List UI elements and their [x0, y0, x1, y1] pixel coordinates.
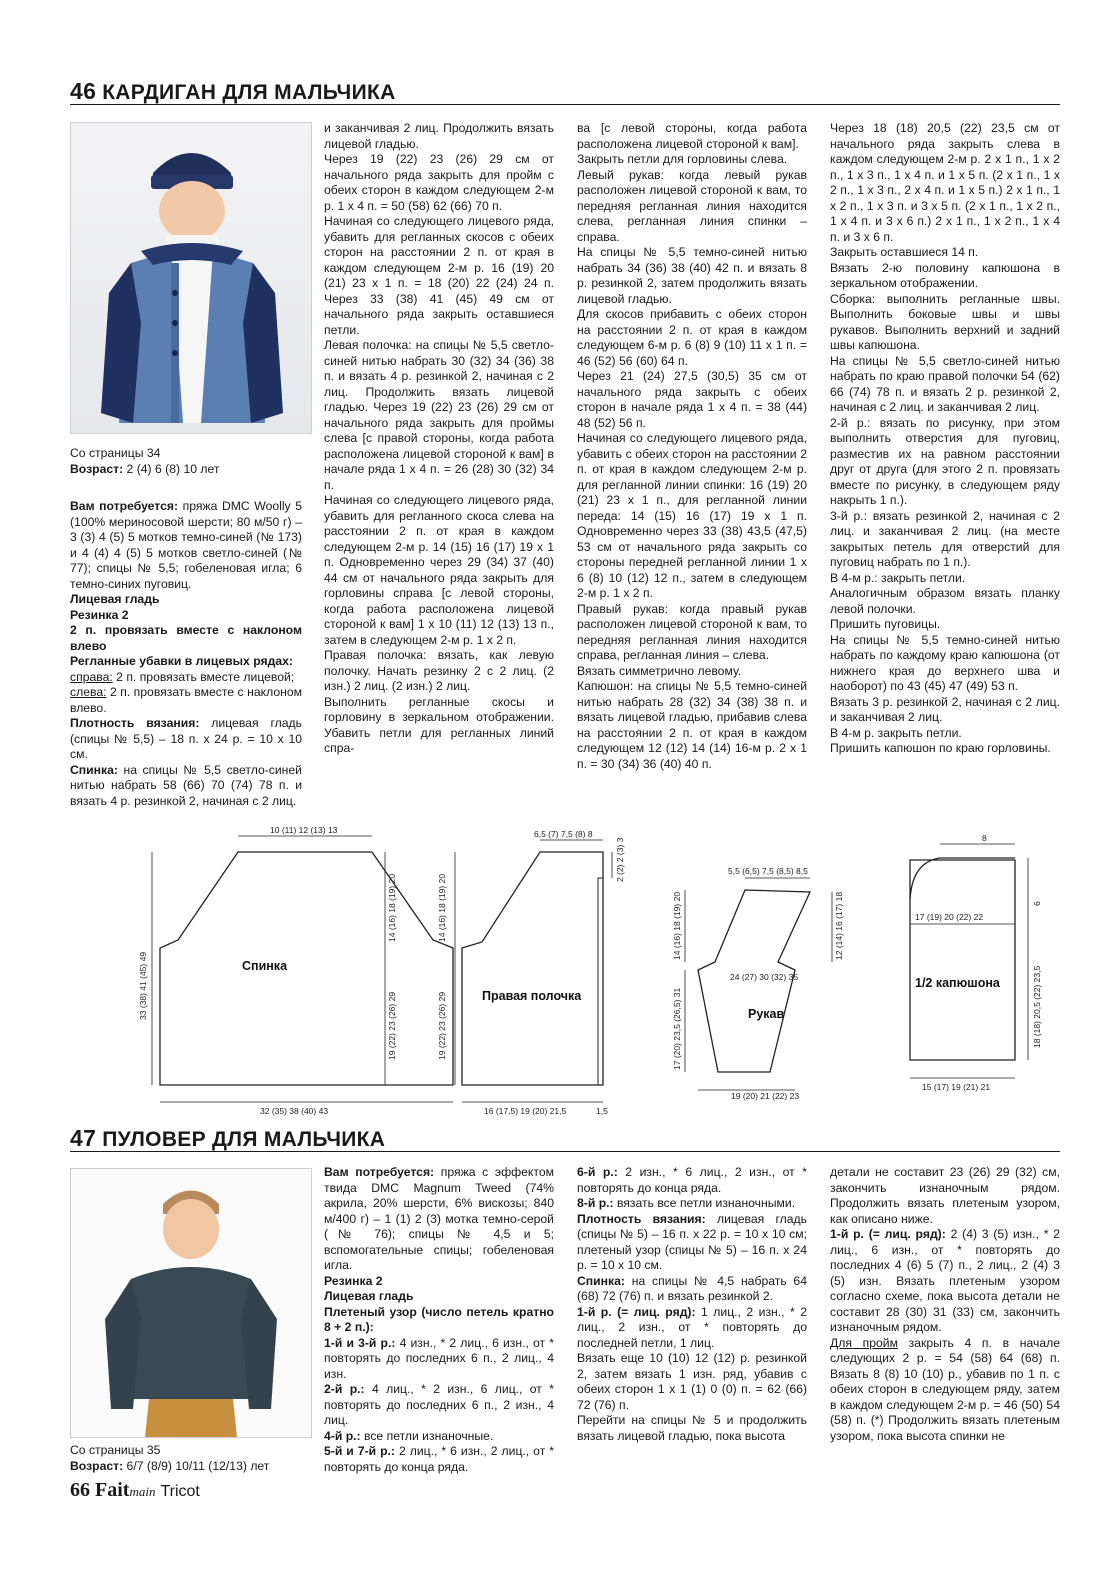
- section-46-column-1: [70, 499, 302, 809]
- section-47-number: 47: [70, 1125, 97, 1151]
- paragraph-lead: Лицевая гладь: [324, 1289, 414, 1303]
- paragraph: [577, 1274, 807, 1305]
- paragraph-text: на спицы № 4,5 набрать 64 (68) 72 (76) п. и вязать резинкой 2.: [577, 1273, 807, 1303]
- paragraph-lead: 1-й и 3-й р.:: [324, 1335, 396, 1350]
- paragraph-lead: 4-й р.:: [324, 1428, 361, 1443]
- paragraph: Начиная со следующего лицевого ряда, убавить для регланных скосов с обеих сторон на расстоянии 2 п. от края в каждом следующем 2-м р. 16 (19) 20 (21) 23 x 1 п. = 18 (20) 22 (24) 24 п. Через 33 (38) 41 (45) 49 см от начального ряда закрыть оставшиеся петли.: [324, 214, 554, 337]
- paragraph: Пришить капюшон по краю горловины.: [830, 741, 1051, 755]
- paragraph-text: Перейти на спицы № 5 и продолжить вязать лицевой гладью, пока высота: [577, 1413, 807, 1443]
- section-46-heading: КАРДИГАН ДЛЯ МАЛЬЧИКА: [102, 81, 396, 104]
- paragraph-text: пряжа DMC Woolly 5 (100% мериносовой шерсти; 80 м/50 г) – 3 (3) 4 (5) 5 мотков темно-синей (№ 173) и 4 (4) 4 (5) 5 мотков светло-синей (№ 77); спицы № 5,5; гобеленовая игла; 6 темно-синих пуговиц.: [70, 499, 302, 591]
- cardigan-photo: [70, 122, 312, 434]
- paragraph: [324, 1289, 554, 1305]
- brand-main: main: [129, 1484, 156, 1499]
- age-value: 6/7 (8/9) 10/11 (12/13) лет: [123, 1459, 270, 1473]
- paragraph: [70, 716, 302, 763]
- paragraph: [830, 1227, 1060, 1336]
- paragraph: [70, 654, 302, 670]
- section-46-column-4: [830, 121, 1060, 757]
- paragraph-lead: 5-й и 7-й р.:: [324, 1444, 395, 1458]
- paragraph: [577, 1196, 807, 1212]
- paragraph: [577, 1212, 807, 1274]
- section-47-title: [70, 1125, 385, 1152]
- paragraph: [324, 1444, 554, 1475]
- paragraph-text: вязать все петли изнаночными.: [613, 1196, 796, 1210]
- paragraph: [70, 592, 302, 608]
- section-47-heading: ПУЛОВЕР ДЛЯ МАЛЬЧИКА: [102, 1128, 386, 1151]
- paragraph-lead: Вам потребуется:: [70, 499, 179, 513]
- paragraph: Правая полочка: вязать, как левую полочку. Начать резинку 2 с 2 лиц. (2 изн.) 2 лиц. (2 изн.) 2 лиц.: [324, 648, 554, 693]
- back-right-top-dim: 14 (16) 18 (19) 20: [387, 873, 397, 942]
- paragraph: Закрыть оставшиеся 14 п.: [830, 245, 979, 259]
- front-left-top-dim: 14 (16) 18 (19) 20: [437, 873, 447, 942]
- caption-page-ref: Со страницы 35: [70, 1443, 161, 1457]
- hood-top-dim: 8: [982, 833, 987, 843]
- hood-label: 1/2 капюшона: [915, 976, 1000, 990]
- paragraph: Пришить пуговицы.: [830, 617, 941, 631]
- paragraph: Выполнить регланные скосы и горловину в зеркальном отображении. Убавить петли для регланных линий спра-: [324, 694, 554, 755]
- paragraph: Аналогичным образом вязать планку левой полочки.: [830, 586, 1060, 616]
- sleeve-right-top-dim: 12 (14) 16 (17) 18: [834, 891, 844, 960]
- paragraph-lead: Спинка:: [577, 1273, 625, 1288]
- paragraph: [577, 1305, 807, 1352]
- paragraph-lead: Плотность вязания:: [70, 716, 200, 730]
- paragraph: Вязать симметрично левому.: [577, 663, 742, 678]
- back-right-bottom-dim: 19 (22) 23 (26) 29: [387, 991, 397, 1060]
- paragraph-text: лицевая гладь (спицы № 5,5) – 18 п. x 24 р. = 10 x 10 см.: [70, 716, 302, 761]
- hood-bottom-dim: 15 (17) 19 (21) 21: [922, 1082, 991, 1092]
- paragraph: Закрыть петли для горловины слева.: [577, 152, 788, 166]
- paragraph-text: все петли изнаночные.: [360, 1428, 494, 1443]
- caption-age: [70, 1458, 269, 1474]
- age-label: Возраст:: [70, 1459, 124, 1473]
- paragraph: Левая полочка: на спицы № 5,5 светло-синей нитью набрать 30 (32) 34 (36) 38 п. и вязать 4 р. резинкой 2, начиная с 2 лиц. Продолжить вязать лицевой гладью. Через 19 (22) 23 (26) 29 см от начального ряда закрыть для проймы слева [с правой стороны, когда работа расположена лицевой стороной к вам] в начале ряда 1 x 4 п. = 26 (28) 30 (32) 34 п.: [324, 338, 554, 492]
- paragraph: Вязать 3 р. резинкой 2, начиная с 2 лиц. и заканчивая 2 лиц.: [830, 694, 1060, 724]
- paragraph-text: 4 лиц., * 2 изн., 6 лиц., от * повторять до последних 6 п., 2 изн., 4 лиц.: [324, 1382, 554, 1427]
- sleeve-top-dim: 5,5 (6,5) 7,5 (8,5) 8,5: [728, 866, 808, 876]
- paragraph: Через 18 (18) 20,5 (22) 23,5 см от начального ряда закрыть слева в каждом следующем 2-м р. 2 x 1 п., 1 x 2 п., 1 x 3 п., 1 x 4 п. и 1 x 5 п. (2 x 1 п., 1 x 2 п., 1 x 3 п., 2 x 4 п. и 1 x 5 п.) 2 x 1 п., 1 x 2 п., 1 x 3 п. и 3 x 5 п. (2 x 1 п., 1 x 2 п., 1 x 4 п. и 3 x 6 п.) 2 x 1 п., 1 x 2 п., 1 x 4 п. и 3 x 6 п.: [830, 121, 1060, 244]
- paragraph-lead: 1-й р. (= лиц. ряд):: [830, 1227, 946, 1241]
- page-number: 66: [70, 1479, 90, 1501]
- paragraph-text: пряжа с эффектом твида DMC Magnum Tweed (74% акрила, 20% шерсти, 6% вискозы; 840 м/400 г) – 1 (1) 2 (3) мотка темно-серой (№ 76); спицы № 4,5 и 5; вспомогательные спицы; гобеленовая игла.: [324, 1165, 554, 1272]
- back-left-dim: 33 (38) 41 (45) 49: [138, 951, 148, 1020]
- paragraph: [324, 1274, 554, 1290]
- section-47-column-2: [324, 1165, 554, 1475]
- paragraph: [70, 623, 302, 654]
- paragraph: и заканчивая 2 лиц. Продолжить вязать лицевой гладью.: [324, 121, 554, 151]
- front-label: Правая полочка: [482, 989, 582, 1003]
- paragraph: Левый рукав: когда левый рукав расположен лицевой стороной к вам, то передняя регланная линия находится слева, регланная линия спинки – справа.: [577, 167, 807, 244]
- paragraph: [70, 499, 302, 592]
- front-top-right-dim: 2 (2) 2 (3) 3: [615, 837, 625, 882]
- paragraph-lead: 6-й р.:: [577, 1165, 618, 1179]
- section-46-caption: [70, 445, 219, 477]
- paragraph: [830, 1165, 1060, 1227]
- sleeve-mid-dim: 24 (27) 30 (32) 35: [730, 972, 799, 982]
- caption-page-ref: Со страницы 34: [70, 446, 161, 460]
- paragraph-text: детали не составит 23 (26) 29 (32) см, закончить изнаночным рядом. Продолжить вязать плетеным узором, как описано ниже.: [830, 1165, 1060, 1226]
- paragraph-lead: Плотность вязания:: [577, 1211, 706, 1226]
- paragraph-text: лицевая гладь (спицы № 5) – 16 п. x 22 р. = 10 x 10 см; плетеный узор (спицы № 5) – 16 п. x 24 р. = 10 x 10 см.: [577, 1211, 807, 1272]
- caption-age: [70, 461, 219, 477]
- sleeve-left-top-dim: 14 (16) 18 (19) 20: [672, 891, 682, 960]
- paragraph: 3-й р.: вязать резинкой 2, начиная с 2 лиц. и заканчивая 2 лиц. (на месте закрытых петель для отверстий для пуговиц набрать по 1 п.).: [830, 508, 1060, 569]
- paragraph: [324, 1305, 554, 1336]
- schematic-diagrams: [120, 820, 1080, 1120]
- page-footer: [70, 1479, 200, 1502]
- paragraph: Капюшон: на спицы № 5,5 темно-синей нитью набрать 28 (32) 34 (38) 38 п. и вязать лицевой гладью, прибавив слева на расстоянии 2 п. от края в каждом следующем 12 (12) 14 (14) 16-м р. 2 x 1 п. = 30 (34) 36 (40) 40 п.: [577, 679, 807, 771]
- paragraph: На спицы № 5,5 темно-синей нитью набрать 34 (36) 38 (40) 42 п. и вязать 8 р. резинкой 2, затем продолжить вязать лицевой гладью.: [577, 245, 807, 306]
- front-left-bottom-dim: 19 (22) 23 (26) 29: [437, 991, 447, 1060]
- paragraph-text: на спицы № 5,5 светло-синей нитью набрать 58 (66) 70 (74) 78 п. и вязать 4 р. резинкой 2, начиная с 2 лиц.: [70, 762, 302, 808]
- paragraph-lead: Спинка:: [70, 762, 118, 777]
- front-bottom-dim: 16 (17,5) 19 (20) 21,5: [484, 1106, 567, 1116]
- paragraph-text: 2 п. провязать вместе лицевой;: [112, 669, 295, 684]
- paragraph: На спицы № 5,5 светло-синей нитью набрать по краю правой полочки 54 (62) 66 (74) 78 п. и вязать 2 р. резинкой 2, начиная с 2 лиц. и заканчивая 2 лиц.: [830, 353, 1060, 414]
- pullover-photo: [70, 1168, 312, 1438]
- paragraph-lead: Резинка 2: [70, 607, 129, 622]
- paragraph: На спицы № 5,5 темно-синей нитью набрать по каждому краю капюшона (от нижнего края до верхнего шва и наоборот) по 43 (45) 47 (49) 53 п.: [830, 632, 1060, 693]
- back-label: Спинка: [242, 959, 288, 973]
- section-47-column-4: [830, 1165, 1060, 1444]
- hood-left-dim: 18 (18) 20,5 (22) 23,5: [1032, 965, 1042, 1048]
- brand-tricot: Tricot: [160, 1483, 200, 1500]
- paragraph: Начиная со следующего лицевого ряда, убавить для регланного скоса слева на расстоянии 2 п. от края в каждом следующем 2-м р. 14 (15) 16 (17) 19 x 1 п. Одновременно через 29 (34) 37 (40) 44 см от начального ряда закрыть для горловины справа [с левой стороны, когда работа расположена лицевой стороной к вам] 1 x 10 (11) 12 (13) 13 п., затем в следующем 2-м р. 1 x 2 п.: [324, 493, 554, 647]
- back-top-dim: 10 (11) 12 (13) 13: [270, 825, 338, 835]
- paragraph-lead: Плетеный узор (число петель кратно 8 + 2 п.):: [324, 1304, 554, 1334]
- back-bottom-dim: 32 (35) 38 (40) 43: [260, 1106, 329, 1116]
- paragraph: [577, 1351, 807, 1413]
- brand-fait: Fait: [95, 1479, 130, 1501]
- paragraph-lead: 2-й р.:: [324, 1382, 365, 1396]
- section-46-column-2: [324, 121, 554, 757]
- section-47-caption: [70, 1442, 269, 1474]
- paragraph: Для скосов прибавить с обеих сторон на расстоянии 2 п. от края в каждом следующем 6-м р. 6 (8) 9 (10) 11 x 1 п. = 46 (52) 56 (60) 64 п.: [577, 307, 807, 368]
- hood-mid-dim: 17 (19) 20 (22) 22: [915, 912, 984, 922]
- paragraph: [324, 1429, 554, 1445]
- paragraph: [70, 763, 302, 810]
- section-46-title: [70, 78, 396, 105]
- section-47-column-3: [577, 1165, 807, 1444]
- sleeve-left-bottom-dim: 17 (20) 23,5 (26,5) 31: [672, 987, 682, 1070]
- paragraph: Через 19 (22) 23 (26) 29 см от начального ряда закрыть для пройм с обеих сторон в каждом следующем 2-м р. 1 x 4 п. = 50 (58) 62 (66) 70 п.: [324, 152, 554, 213]
- section-46-rule: [70, 104, 1060, 105]
- paragraph: В 4-м р. закрыть петли.: [830, 725, 962, 740]
- paragraph-lead: Лицевая гладь: [70, 592, 160, 606]
- paragraph-text: 2 (4) 3 (5) изн., * 2 лиц., 6 изн., от * повторять до последних 4 (6) 5 (7) п., 2 лиц., 2 (4) 3 (5) изн. Вязать плетеным узором согласно схеме, пока высота детали не составит 28 (30) 31 (33) см, закончить изнаночным рядом.: [830, 1227, 1061, 1334]
- paragraph: Правый рукав: когда правый рукав расположен лицевой стороной к вам, то передняя регланная линия находится справа, регланная линия – слева.: [577, 601, 807, 662]
- paragraph-text: 1 лиц., 2 изн., * 2 лиц., 2 изн., от * повторять до последней петли, 1 лиц.: [577, 1304, 807, 1350]
- paragraph-text: 2 изн., * 6 лиц., 2 изн., от * повторять до конца ряда.: [577, 1165, 807, 1195]
- paragraph: В 4-м р.: закрыть петли.: [830, 570, 966, 585]
- sleeve-bottom-dim: 19 (20) 21 (22) 23: [731, 1091, 800, 1101]
- paragraph: Начиная со следующего лицевого ряда, убавить с обеих сторон на расстоянии 2 п. от края в каждом следующем 2-м р. для регланной линии спинки: 16 (19) 20 (21) 23 x 1 п., для регланной линии переда: 14 (15) 16 (17) 19 x 1 п. Одновременно через 33 (38) 43,5 (47,5) 53 см от начального ряда закрыть со стороны передней регланной линии 1 x 6 (8) 10 (12) 12 п., затем в следующем 2-м р. 1 x 2 п.: [577, 431, 807, 600]
- back-outline: [160, 852, 453, 1085]
- paragraph: [70, 685, 302, 716]
- paragraph-lead: Вам потребуется:: [324, 1165, 435, 1179]
- paragraph: Сборка: выполнить регланные швы. Выполнить боковые швы и швы рукавов. Выполнить верхний и задний швы капюшона.: [830, 291, 1060, 352]
- paragraph-lead: 1-й р. (= лиц. ряд):: [577, 1304, 696, 1319]
- paragraph: 2-й р.: вязать по рисунку, при этом выполнить отверстия для пуговиц, разместив их на равном расстоянии друг от друга (для этого 2 п. провязать вместе по рисунку, в следующем ряду накрыть 1 п.).: [830, 415, 1060, 507]
- section-46-column-3: [577, 121, 807, 772]
- paragraph: [324, 1165, 554, 1274]
- paragraph: Вязать 2-ю половину капюшона в зеркальном отображении.: [830, 260, 1060, 290]
- paragraph-text: 4 изн., * 2 лиц., 6 изн., от * повторять до последних 6 п., 2 лиц., 4 изн.: [324, 1335, 554, 1381]
- paragraph-text: 2 п. провязать вместе с наклоном влево.: [70, 685, 302, 715]
- paragraph: [324, 1336, 554, 1383]
- section-46-number: 46: [70, 78, 97, 104]
- paragraph-lead: справа:: [70, 669, 113, 684]
- paragraph-text: закрыть 4 п. в начале следующих 2 р. = 54 (58) 64 (68) п. Вязать 8 (8) 10 (10) р., убавив по 1 п. с обеих сторон в следующем ряду, затем в каждом следующем 2-м р. = 46 (50) 54 (58) п. (*) Продолжить вязать плетеным узором, пока высота спинки не: [830, 1335, 1060, 1443]
- hood-right-top-dim: 6: [1032, 901, 1042, 906]
- paragraph: [577, 1165, 807, 1196]
- sleeve-label: Рукав: [748, 1007, 785, 1021]
- paragraph-lead: 2 п. провязать вместе с наклоном влево: [70, 623, 302, 653]
- age-value: 2 (4) 6 (8) 10 лет: [123, 462, 220, 476]
- paragraph: [577, 1413, 807, 1444]
- paragraph-text: Вязать еще 10 (10) 12 (12) р. резинкой 2, затем вязать 1 изн. ряд, убавив с обеих сторон 1 x 1 (1) 0 (0) п. = 62 (66) 72 (76) п.: [577, 1351, 807, 1412]
- paragraph-lead: 8-й р.:: [577, 1196, 614, 1210]
- paragraph: [70, 608, 302, 624]
- paragraph: [830, 1336, 1060, 1445]
- paragraph-lead: Для пройм: [830, 1335, 898, 1350]
- section-47-rule: [70, 1151, 1060, 1152]
- front-bottom-right-dim: 1,5: [596, 1106, 608, 1116]
- paragraph-lead: Резинка 2: [324, 1273, 383, 1288]
- paragraph: [324, 1382, 554, 1429]
- paragraph-lead: слева:: [70, 685, 107, 699]
- paragraph: ва [с левой стороны, когда работа расположена лицевой стороной к вам].: [577, 121, 807, 151]
- paragraph-lead: Регланные убавки в лицевых рядах:: [70, 654, 293, 668]
- paragraph: Через 21 (24) 27,5 (30,5) 35 см от начального ряда закрыть с обеих сторон в начале ряда 1 x 4 п. = 38 (44) 48 (52) 56 п.: [577, 369, 807, 430]
- paragraph: [70, 670, 302, 686]
- front-top-dim: 6,5 (7) 7,5 (8) 8: [534, 829, 593, 839]
- age-label: Возраст:: [70, 462, 124, 476]
- paragraph-text: 2 лиц., * 6 изн., 2 лиц., от * повторять до конца ряда.: [324, 1444, 554, 1474]
